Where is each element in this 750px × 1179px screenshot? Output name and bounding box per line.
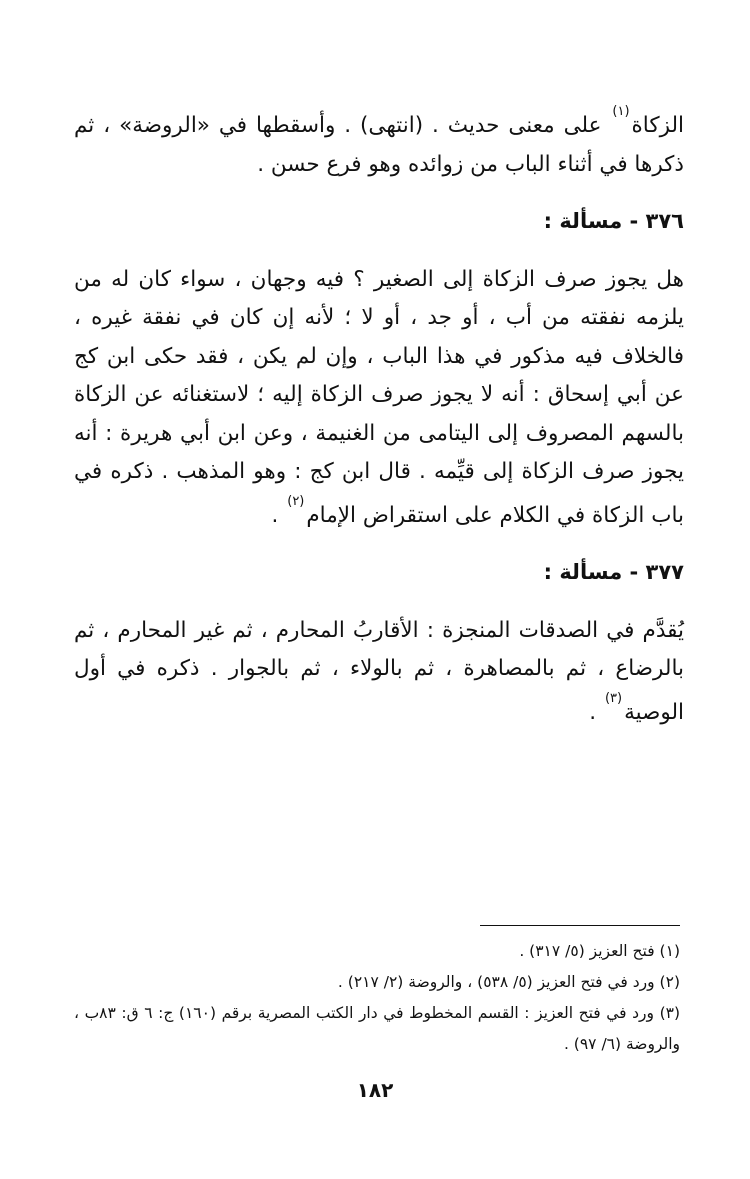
text-run: . [589, 699, 597, 725]
footnotes [74, 936, 680, 1060]
text-run: الزكاة [631, 113, 684, 139]
question-377-text [74, 612, 684, 733]
main-text [74, 102, 684, 732]
text-run: يُقدَّم في الصدقات المنجزة : الأقاربُ المحارم ، ثم غير المحارم ، ثم بالرضاع ، ثم بالمصاهرة ، ثم بالولاء ، ثم بالجوار . ذكره في أول الوصية [74, 617, 684, 725]
question-377-heading: ٣٧٧ - مسألة : [543, 560, 684, 585]
text-run: على معنى حديث . (انتهى) . وأسقطها في «الروضة» ، ثم ذكرها في أثناء الباب من زوائده وهو فرع حسن . [74, 113, 684, 177]
footnote-2: (٢) ورد في فتح العزيز (٥/ ٥٣٨) ، والروضة (٢/ ٢١٧) . [337, 973, 680, 991]
footnote-ref-3: (٣) [604, 690, 623, 706]
footnote-1: (١) فتح العزيز (٥/ ٣١٧) . [519, 942, 680, 960]
question-376-heading: ٣٧٦ - مسألة : [543, 209, 684, 234]
footnote-3: (٣) ورد في فتح العزيز : القسم المخطوط في دار الكتب المصرية برقم (١٦٠) ج: ٦ ق: ٨٣ب ، والروضة (٦/ ٩٧) . [74, 1004, 681, 1053]
footnote-ref-1: (١) [612, 104, 630, 119]
text-run: . [271, 502, 279, 528]
footnote-ref-2: (٢) [287, 493, 305, 509]
question-376-text [74, 261, 684, 536]
paragraph-continuation [74, 102, 684, 184]
text-run: هل يجوز صرف الزكاة إلى الصغير ؟ فيه وجهان ، سواء كان له من يلزمه نفقته من أب ، أو جد ، أو لا ؛ لأنه إن كان في نفقة غيره ، فالخلاف فيه مذكور في هذا الباب ، وإن لم يكن ، فقد حكى ابن كج عن أبي إسحاق : أنه لا يجوز صرف الزكاة إليه ؛ لاستغنائه عن الزكاة بالسهم المصروف إلى اليتامى من الغنيمة ، وعن ابن أبي هريرة : أنه يجوز صرف الزكاة إلى قيِّمه . قال ابن كج : وهو المذهب . ذكره في باب الزكاة في الكلام على استقراض الإمام [74, 266, 684, 528]
footnote-separator [480, 925, 680, 926]
page-number: ١٨٢ [356, 1078, 394, 1102]
